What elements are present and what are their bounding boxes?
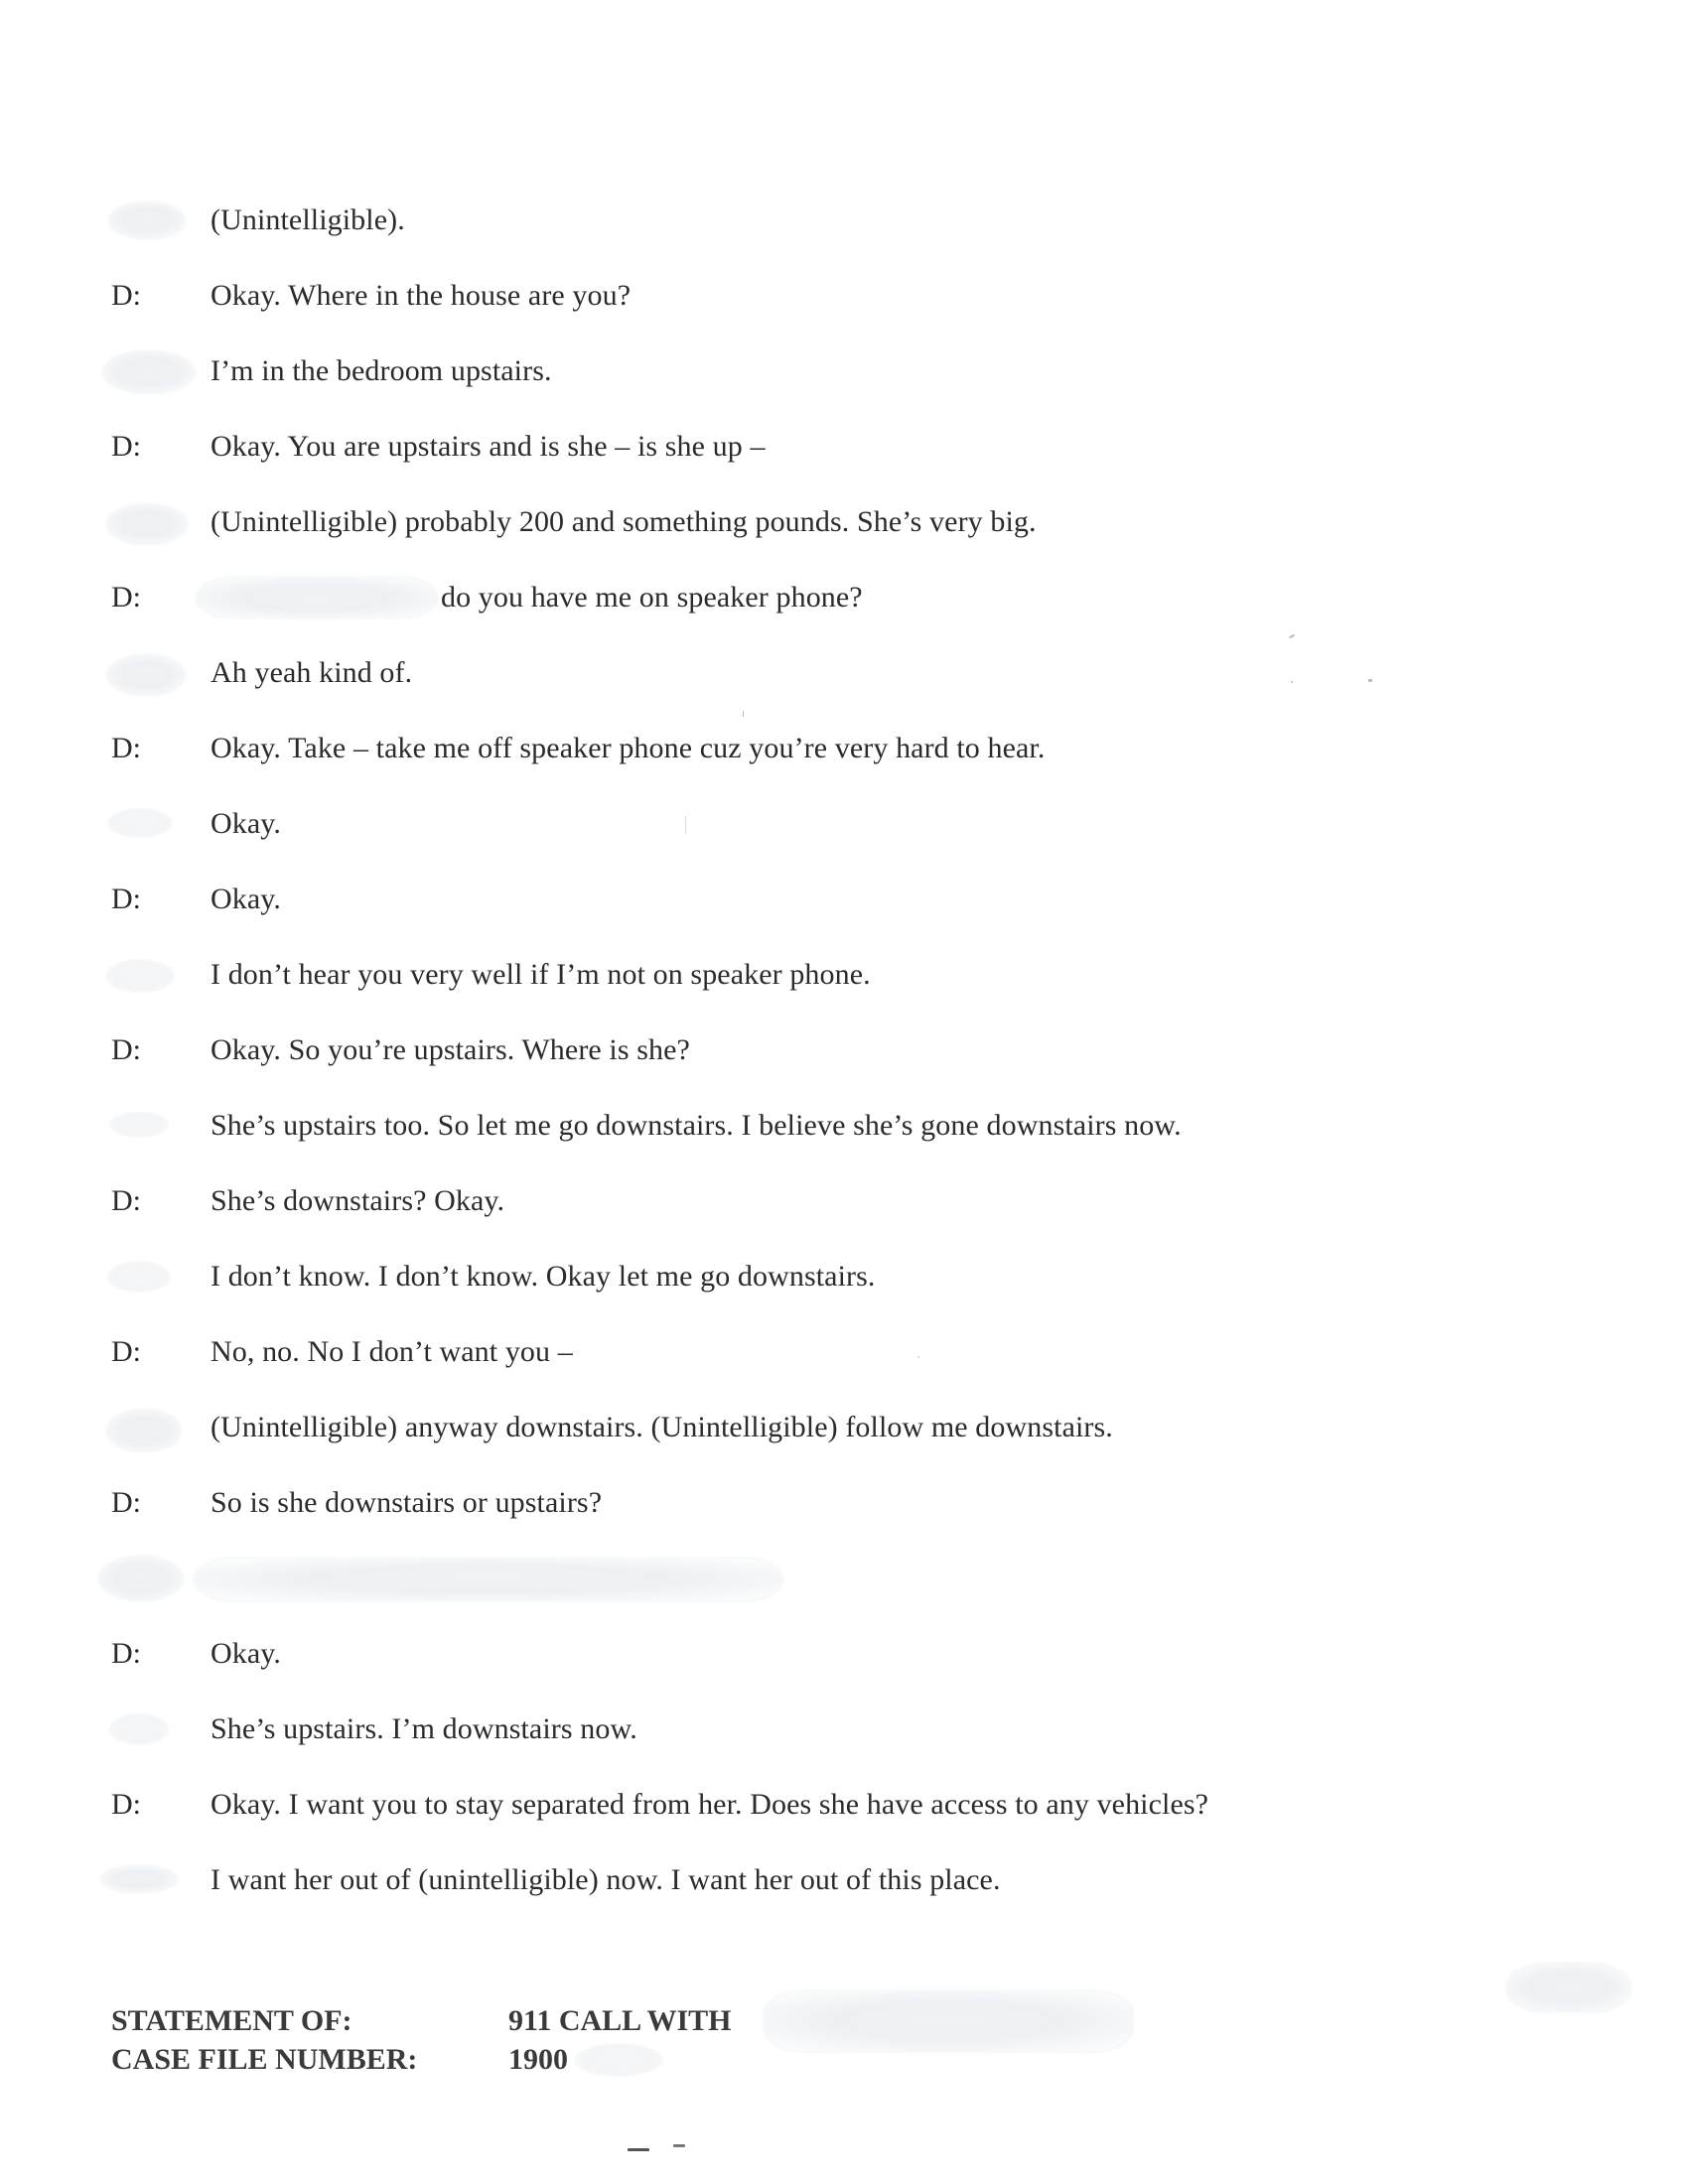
speaker-label: D: — [111, 430, 141, 463]
line-text: Okay. Where in the house are you? — [211, 279, 632, 312]
speaker-label: D: — [111, 279, 141, 312]
line-text: (Unintelligible). — [211, 204, 405, 236]
line-text: I want her out of (unintelligible) now. I want her out of this place. — [211, 1863, 1001, 1896]
speaker-label: D: — [111, 732, 141, 764]
line-text: Ah yeah kind of. — [211, 656, 413, 689]
line-text: Okay. — [211, 1637, 282, 1670]
speaker-label: D: — [111, 1335, 141, 1368]
speaker-label: D: — [111, 1788, 141, 1821]
line-text: Okay. You are upstairs and is she – is she up – — [211, 430, 766, 463]
line-text: Okay. — [211, 807, 282, 840]
line-text: I don’t hear you very well if I’m not on speaker phone. — [211, 958, 871, 991]
redaction-mark — [1507, 1964, 1630, 2011]
line-text: (Unintelligible) probably 200 and something pounds. She’s very big. — [211, 505, 1037, 538]
line-text: (Unintelligible) anyway downstairs. (Unintelligible) follow me downstairs. — [211, 1411, 1113, 1443]
case-file-label: CASE FILE NUMBER: — [111, 2043, 418, 2076]
line-text: Okay. Take – take me off speaker phone cuz you’re very hard to hear. — [211, 732, 1046, 764]
statement-label: STATEMENT OF: — [111, 2004, 352, 2037]
line-text: No, no. No I don’t want you – — [211, 1335, 573, 1368]
redaction-mark — [765, 1991, 1132, 2051]
line-text: She’s upstairs. I’m downstairs now. — [211, 1712, 637, 1745]
statement-value: 911 CALL WITH — [508, 2004, 732, 2037]
speaker-label: D: — [111, 1033, 141, 1066]
speaker-label: D: — [111, 581, 141, 614]
redaction-mark — [574, 2043, 663, 2077]
line-text: Okay. I want you to stay separated from her. Does she have access to any vehicles? — [211, 1788, 1209, 1821]
line-text: I’m in the bedroom upstairs. — [211, 354, 552, 387]
line-text: She’s upstairs too. So let me go downstairs. I believe she’s gone downstairs now. — [211, 1109, 1182, 1142]
case-file-value: 1900 — [508, 2043, 568, 2076]
line-text: I don’t know. I don’t know. Okay let me go downstairs. — [211, 1260, 876, 1293]
speaker-label: D: — [111, 883, 141, 915]
line-text: Okay. So you’re upstairs. Where is she? — [211, 1033, 690, 1066]
line-text: So is she downstairs or upstairs? — [211, 1486, 603, 1519]
line-text: She’s downstairs? Okay. — [211, 1184, 505, 1217]
speaker-label: D: — [111, 1637, 141, 1670]
line-text: do you have me on speaker phone? — [441, 581, 863, 614]
speaker-label: D: — [111, 1184, 141, 1217]
speaker-label: D: — [111, 1486, 141, 1519]
line-text: Okay. — [211, 883, 282, 915]
